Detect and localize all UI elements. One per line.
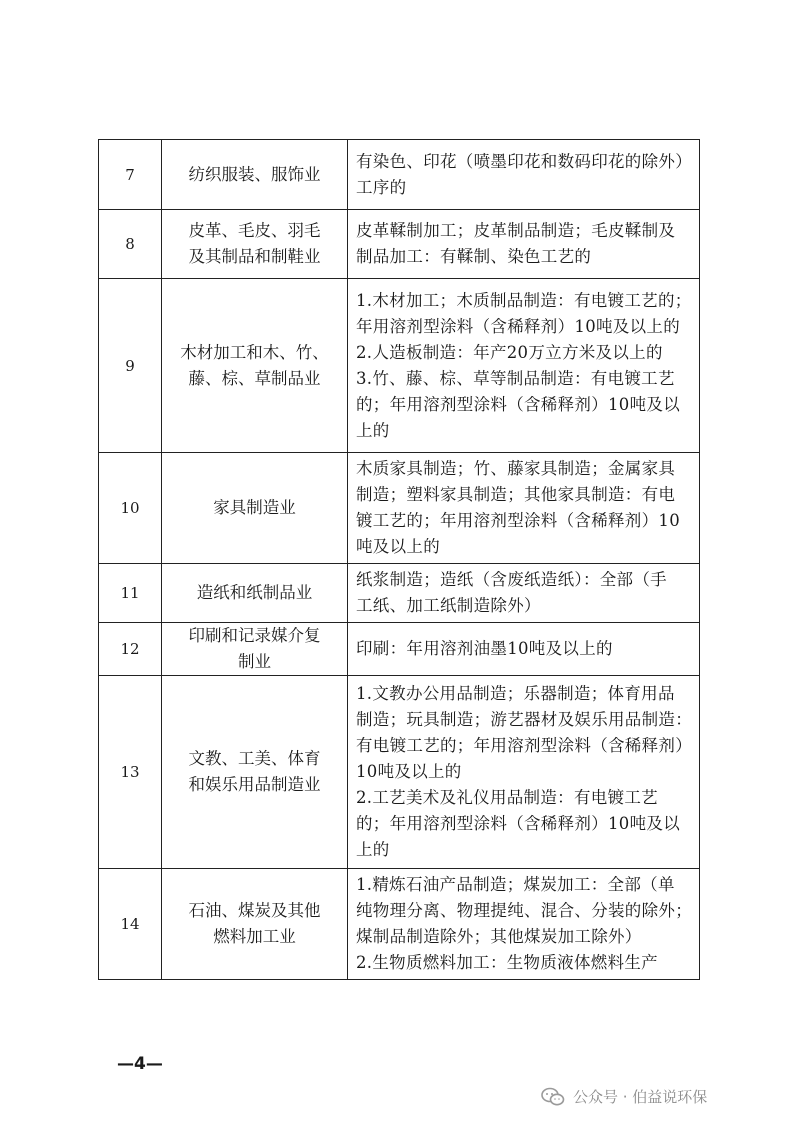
description-line: 的；年用溶剂型涂料（含稀释剂）10吨及以 (356, 814, 680, 833)
description-cell (348, 210, 700, 279)
industry-line: 燃料加工业 (213, 927, 296, 946)
page-number: —4— (117, 1054, 163, 1074)
industry-line: 石油、煤炭及其他 (188, 901, 321, 920)
description-cell (348, 623, 700, 676)
industry-cell (162, 676, 348, 869)
description-line: 年用溶剂型涂料（含稀释剂）10吨及以上的 (356, 316, 680, 336)
description-line: 制造；塑料家具制造；其他家具制造：有电 (356, 485, 676, 504)
row-number: 9 (99, 279, 162, 453)
description-line: 1.木材加工；木质制品制造：有电镀工艺的； (356, 290, 692, 310)
industry-line: 制业 (238, 652, 271, 671)
table-row (99, 564, 700, 623)
industry-table (98, 139, 700, 980)
description-line: 2.工艺美术及礼仪用品制造：有电镀工艺 (356, 788, 658, 807)
industry-cell (162, 453, 348, 564)
industry-line: 藤、棕、草制品业 (188, 368, 321, 388)
description-line: 上的 (356, 840, 390, 859)
industry-cell (162, 869, 348, 980)
watermark (541, 1086, 707, 1107)
description-line: 工纸、加工纸制造除外） (356, 596, 541, 615)
description-line: 的；年用溶剂型涂料（含稀释剂）10吨及以 (356, 394, 680, 414)
description-line: 吨及以上的 (356, 537, 440, 556)
description-line: 制造；玩具制造；游艺器材及娱乐用品制造： (356, 710, 692, 729)
description-cell (348, 564, 700, 623)
description-line: 工序的 (356, 177, 407, 197)
industry-line: 印刷和记录媒介复 (188, 626, 321, 645)
description-cell (348, 869, 700, 980)
row-number: 14 (99, 869, 162, 980)
table-body (99, 140, 700, 980)
wechat-icon (541, 1087, 565, 1107)
description-line: 1.精炼石油产品制造；煤炭加工：全部（单 (356, 875, 675, 894)
watermark-text: 公众号 · 伯益说环保 (573, 1088, 708, 1106)
industry-cell (162, 210, 348, 279)
description-line: 1.文教办公用品制造；乐器制造；体育用品 (356, 684, 675, 703)
table-row (99, 453, 700, 564)
industry-cell (162, 279, 348, 453)
industry-line: 及其制品和制鞋业 (188, 247, 321, 266)
description-line: 镀工艺的；年用溶剂型涂料（含稀释剂）10 (356, 511, 680, 530)
description-line: 上的 (356, 420, 390, 440)
description-line: 纯物理分离、物理提纯、混合、分装的除外； (356, 901, 692, 920)
description-line: 有染色、印花（喷墨印花和数码印花的除外） (356, 151, 692, 171)
industry-line: 纺织服装、服饰业 (188, 164, 321, 184)
industry-line: 造纸和纸制品业 (196, 583, 313, 602)
description-line: 2.生物质燃料加工：生物质液体燃料生产 (356, 953, 658, 972)
row-number: 13 (99, 676, 162, 869)
description-line: 纸浆制造；造纸（含废纸造纸）：全部（手 (356, 570, 667, 589)
description-line: 2.人造板制造：年产20万立方米及以上的 (356, 342, 663, 362)
description-line: 10吨及以上的 (356, 762, 462, 781)
row-number: 12 (99, 623, 162, 676)
description-cell (348, 453, 700, 564)
description-line: 印刷：年用溶剂油墨10吨及以上的 (356, 639, 613, 658)
description-line: 3.竹、藤、棕、草等制品制造：有电镀工艺 (356, 368, 675, 388)
table-row (99, 676, 700, 869)
description-line: 木质家具制造；竹、藤家具制造；金属家具 (356, 459, 676, 478)
row-number: 11 (99, 564, 162, 623)
industry-cell (162, 623, 348, 676)
industry-line: 和娱乐用品制造业 (188, 775, 321, 794)
industry-line: 文教、工美、体育 (188, 749, 321, 768)
description-cell (348, 140, 700, 210)
table-row (99, 279, 700, 453)
industry-line: 木材加工和木、竹、 (180, 342, 329, 362)
industry-cell (162, 564, 348, 623)
description-cell (348, 676, 700, 869)
description-line: 皮革鞣制加工；皮革制品制造；毛皮鞣制及 (356, 221, 676, 240)
row-number: 7 (99, 140, 162, 210)
table-row (99, 623, 700, 676)
description-line: 制品加工：有鞣制、染色工艺的 (356, 247, 592, 266)
description-line: 有电镀工艺的；年用溶剂型涂料（含稀释剂） (356, 736, 692, 755)
row-number: 10 (99, 453, 162, 564)
row-number: 8 (99, 210, 162, 279)
industry-line: 皮革、毛皮、羽毛 (188, 221, 321, 240)
table-row (99, 210, 700, 279)
industry-line: 家具制造业 (213, 498, 296, 517)
table-row (99, 869, 700, 980)
description-cell (348, 279, 700, 453)
description-line: 煤制品制造除外；其他煤炭加工除外） (356, 927, 642, 946)
table-row (99, 140, 700, 210)
industry-cell (162, 140, 348, 210)
